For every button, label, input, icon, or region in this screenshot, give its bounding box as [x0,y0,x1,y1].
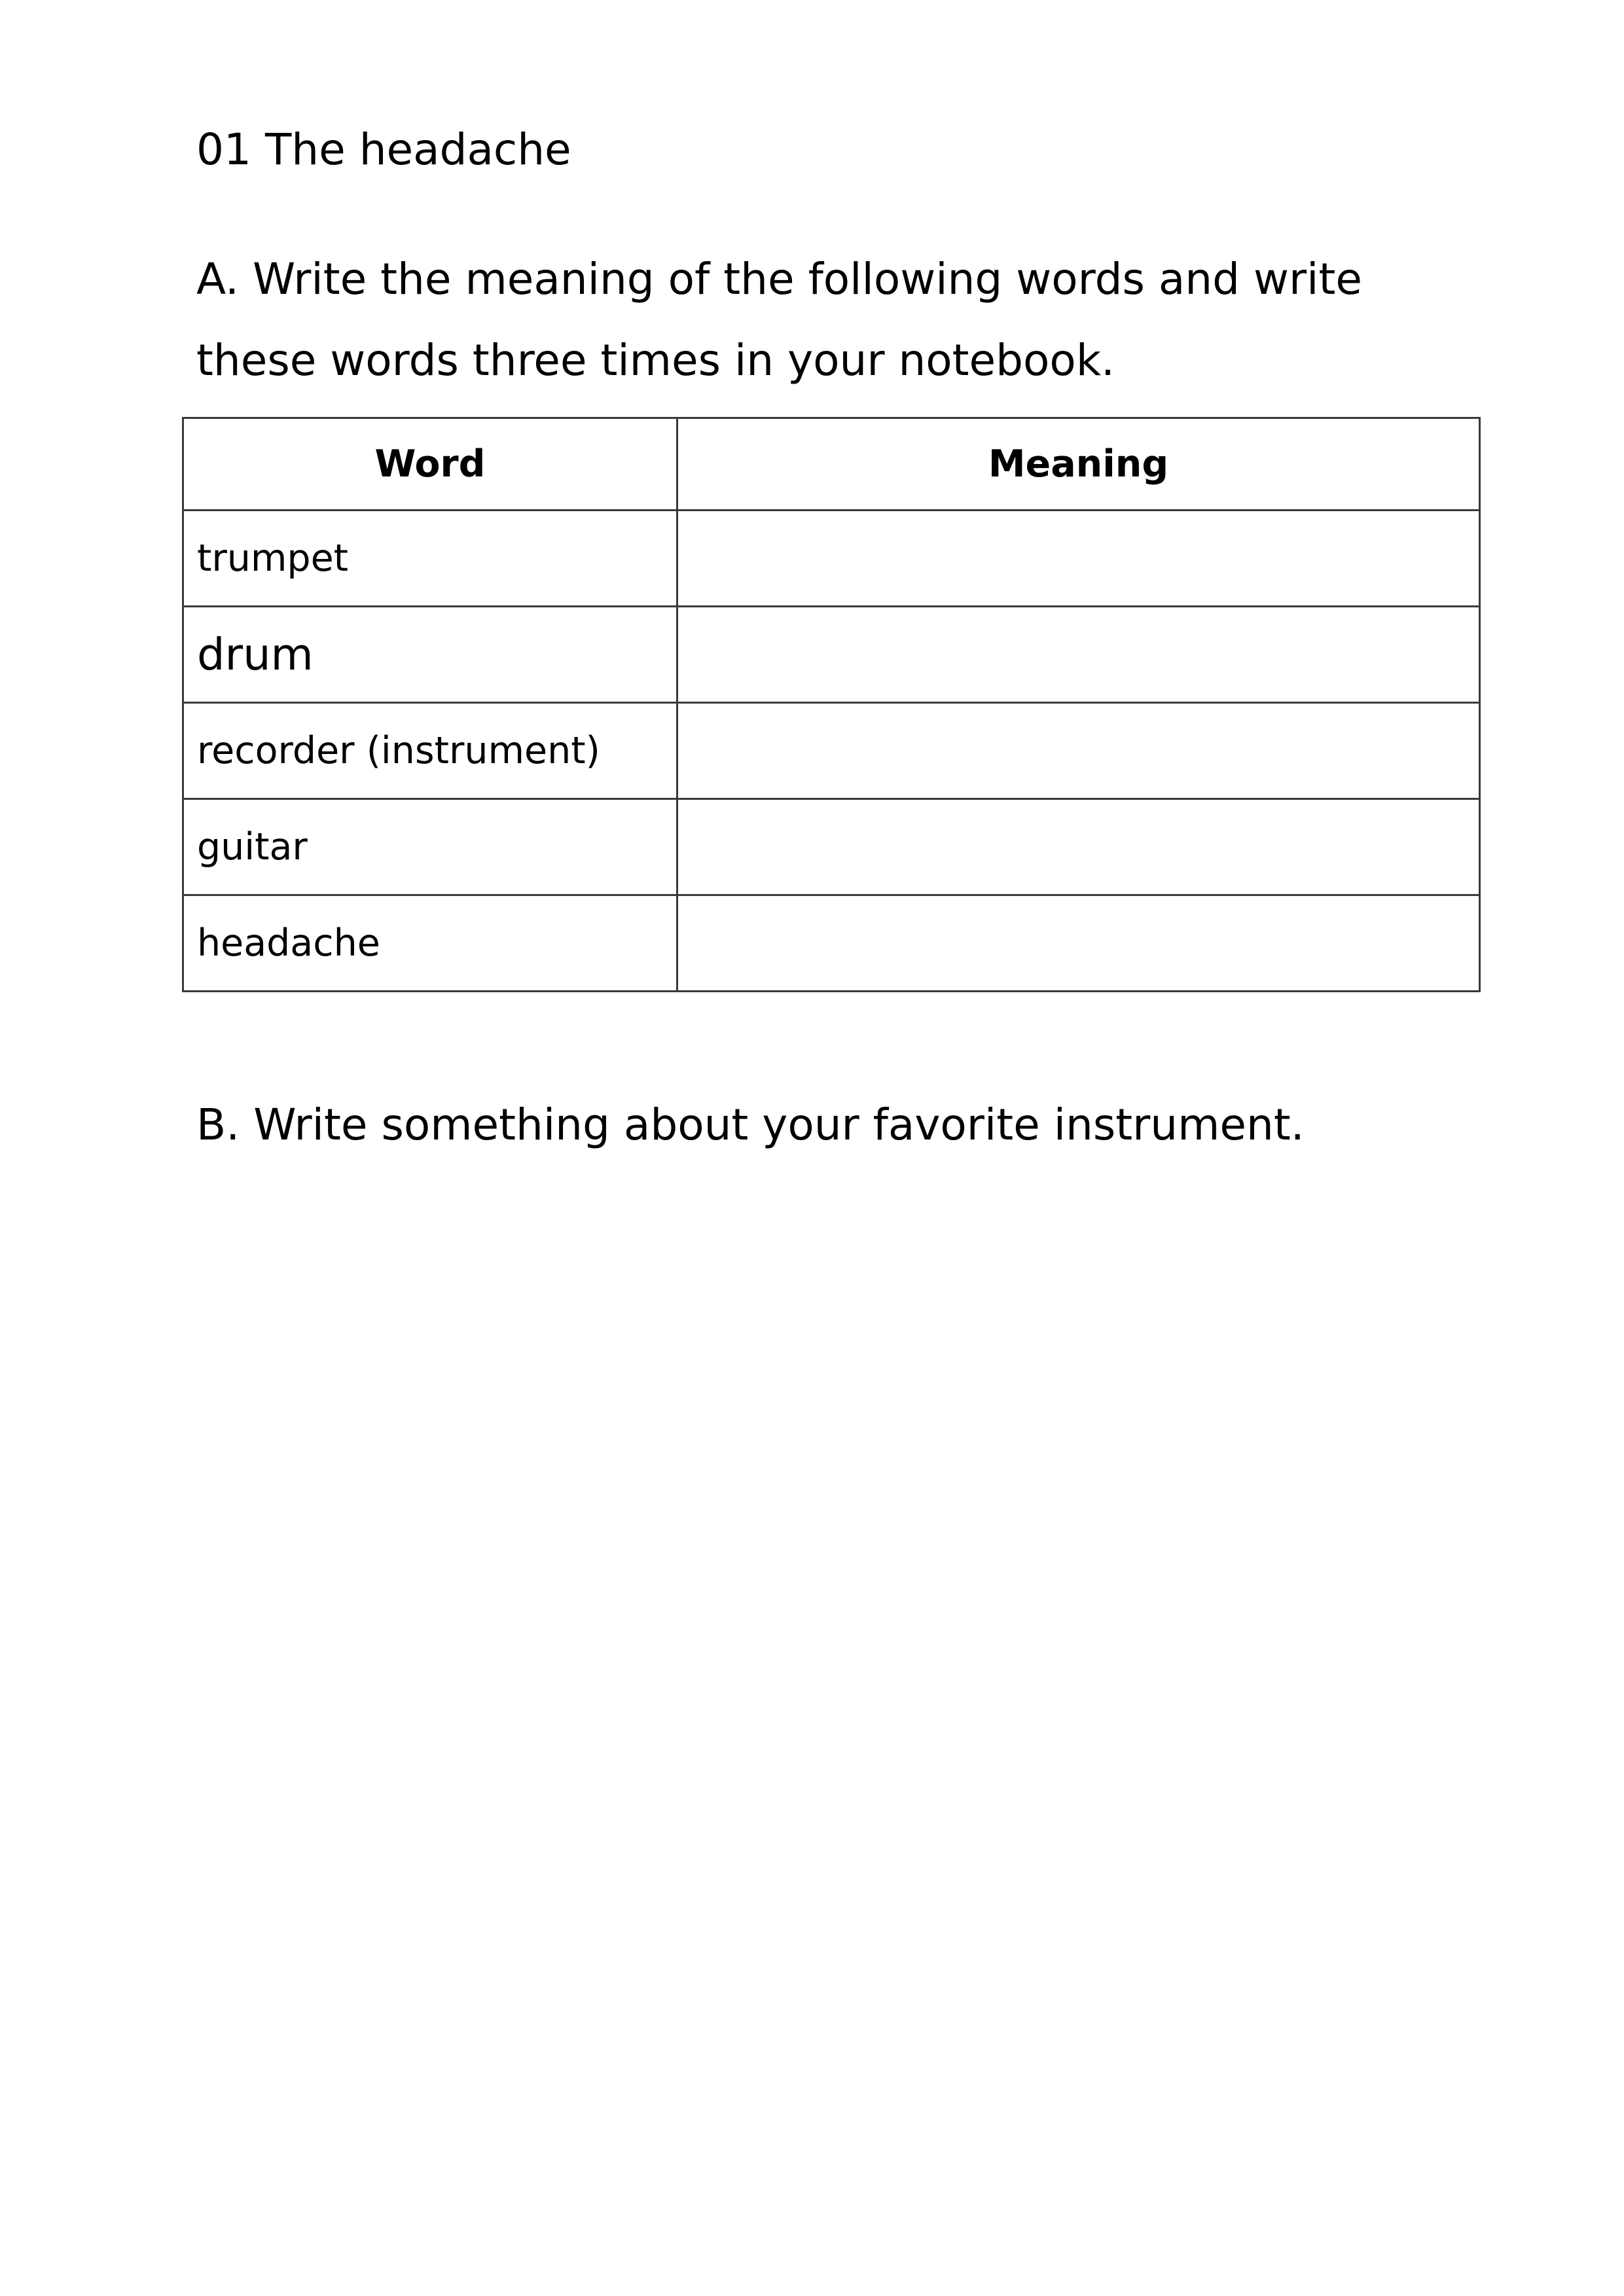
word-cell: drum [183,607,677,703]
meaning-cell[interactable] [677,607,1480,703]
word-cell: guitar [183,799,677,895]
header-meaning: Meaning [677,418,1480,511]
word-cell: trumpet [183,511,677,607]
table-header-row [183,418,1480,511]
table-row [183,703,1480,799]
meaning-cell[interactable] [677,799,1480,895]
section-a-instruction: A. Write the meaning of the following words and write these words three times in your notebook. [196,254,1362,386]
meaning-cell[interactable] [677,511,1480,607]
table-row [183,511,1480,607]
meaning-cell[interactable] [677,703,1480,799]
table-row [183,607,1480,703]
vocabulary-table [182,417,1481,992]
worksheet-title: 01 The headache [196,124,571,175]
table-row [183,895,1480,992]
table-row [183,799,1480,895]
word-cell: recorder (instrument) [183,703,677,799]
section-b-instruction: B. Write something about your favorite instrument. [196,1100,1305,1150]
meaning-cell[interactable] [677,895,1480,992]
word-cell: headache [183,895,677,992]
header-word: Word [183,418,677,511]
